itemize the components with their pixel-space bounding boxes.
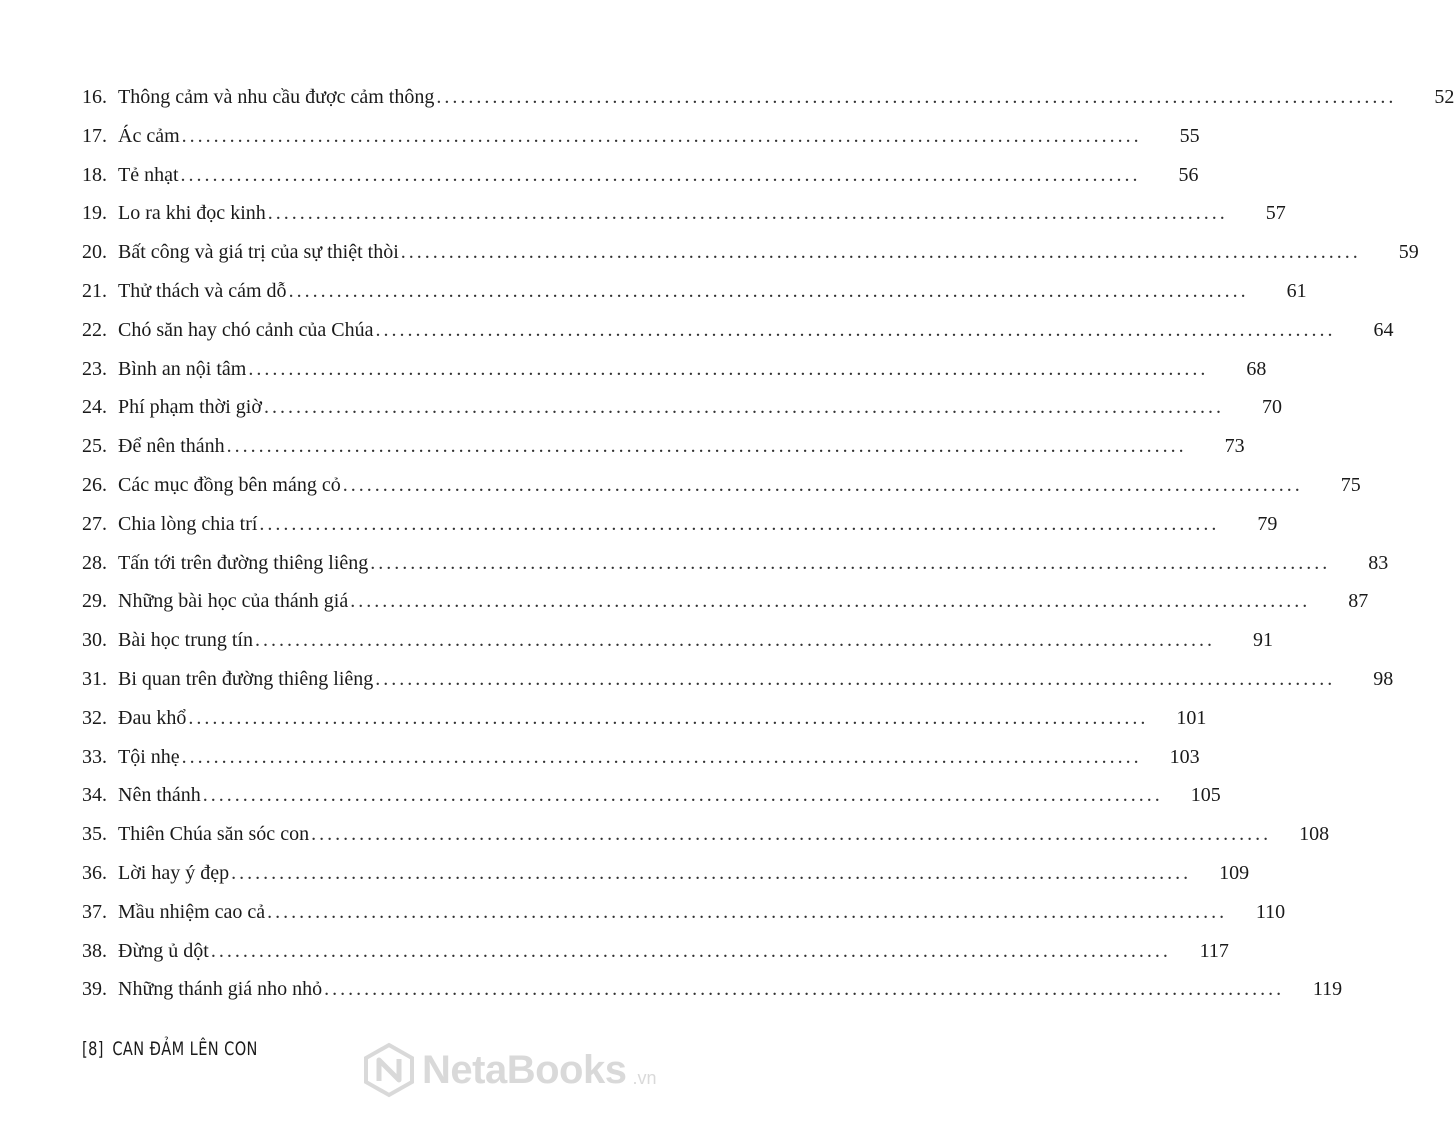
- toc-entry: [82, 505, 1278, 544]
- toc-entry-page: 109: [1219, 861, 1250, 884]
- dot-leader: ........................................................................................................................: [267, 202, 1228, 225]
- toc-entry-title: Thông cảm và nhu cầu được cảm thông: [118, 86, 435, 108]
- toc-entry: [82, 854, 1250, 893]
- dot-leader: ........................................................................................................................: [202, 784, 1163, 807]
- toc-entry-title: Chia lòng chia trí: [118, 512, 258, 535]
- toc-entry: [82, 350, 1267, 389]
- page-number-marker: [8]: [82, 1038, 104, 1060]
- toc-entry-number: 17.: [82, 124, 107, 147]
- toc-entry-page: 59: [1398, 241, 1419, 264]
- toc-entry-page: 61: [1286, 279, 1307, 302]
- toc-entry-number: 33.: [82, 745, 107, 768]
- toc-entry-page: 103: [1169, 745, 1200, 768]
- dot-leader: ........................................................................................................................: [210, 939, 1171, 962]
- toc-entry-title: Lời hay ý đẹp: [118, 861, 230, 884]
- toc-entry-number: 29.: [82, 590, 107, 613]
- toc-entry-title: Bi quan trên đường thiêng liêng: [118, 667, 374, 690]
- toc-entry: [82, 156, 1199, 195]
- toc-entry-title: Tấn tới trên đường thiêng liêng: [118, 551, 369, 574]
- dot-leader: ........................................................................................................................: [263, 396, 1224, 419]
- dot-leader: ........................................................................................................................: [259, 512, 1220, 535]
- toc-entry-page: 83: [1368, 551, 1389, 574]
- toc-entry-number: 34.: [82, 784, 107, 807]
- dot-leader: ........................................................................................................................: [375, 318, 1336, 341]
- toc-entry: [82, 970, 1343, 1009]
- dot-leader: ........................................................................................................................: [288, 279, 1249, 302]
- toc-entry: [82, 893, 1286, 932]
- dot-leader: ........................................................................................................................: [400, 241, 1361, 264]
- dot-leader: ........................................................................................................................: [181, 745, 1142, 768]
- running-book-title: CAN ĐẢM LÊN CON: [112, 1038, 258, 1060]
- toc-entry-page: 119: [1312, 978, 1343, 1001]
- toc-entry-page: 64: [1373, 318, 1394, 341]
- toc-entry-number: 28.: [82, 551, 107, 574]
- toc-entry-page: 117: [1199, 939, 1229, 962]
- toc-entry: [82, 544, 1389, 583]
- toc-entry-title: Để nên thánh: [118, 435, 225, 458]
- toc-entry-number: 24.: [82, 396, 107, 419]
- toc-entry-title: Bài học trung tín: [118, 629, 253, 652]
- toc-entry-number: 20.: [82, 241, 107, 264]
- toc-entry-page: 73: [1224, 435, 1245, 458]
- table-of-contents: [82, 78, 1454, 1009]
- toc-entry: [82, 621, 1273, 660]
- toc-entry-number: 30.: [82, 629, 107, 652]
- toc-entry: [82, 427, 1245, 466]
- toc-entry-page: 108: [1299, 823, 1330, 846]
- page-footer: [82, 1038, 258, 1060]
- toc-entry-title: Phí phạm thời giờ: [118, 396, 262, 419]
- toc-entry: [82, 738, 1200, 777]
- toc-entry-title: Đau khổ: [118, 706, 187, 729]
- dot-leader: ........................................................................................................................: [375, 667, 1336, 690]
- dot-leader: ........................................................................................................................: [180, 163, 1141, 186]
- toc-entry-number: 32.: [82, 706, 107, 729]
- toc-entry-number: 18.: [82, 163, 107, 186]
- toc-entry-page: 55: [1179, 124, 1200, 147]
- dot-leader: ........................................................................................................................: [188, 706, 1149, 729]
- watermark-suffix: .vn: [632, 1068, 657, 1088]
- toc-entry: [82, 776, 1221, 815]
- toc-entry: [82, 194, 1286, 233]
- toc-entry-title: Tội nhẹ: [118, 745, 180, 768]
- dot-leader: ........................................................................................................................: [370, 551, 1331, 574]
- watermark: [362, 1043, 656, 1097]
- toc-entry: [82, 117, 1200, 156]
- toc-entry-number: 38.: [82, 939, 107, 962]
- toc-entry-page: 70: [1261, 396, 1282, 419]
- toc-entry-title: Bình an nội tâm: [118, 357, 247, 380]
- toc-entry: [82, 699, 1207, 738]
- toc-entry-title: Đừng ủ dột: [118, 939, 209, 962]
- toc-entry-title: Những bài học của thánh giá: [118, 590, 349, 613]
- toc-entry-number: 31.: [82, 667, 107, 690]
- toc-entry-number: 39.: [82, 978, 107, 1001]
- toc-entry-number: 22.: [82, 318, 107, 341]
- toc-entry-page: 79: [1257, 512, 1278, 535]
- toc-entry-number: 27.: [82, 512, 107, 535]
- dot-leader: ........................................................................................................................: [248, 357, 1209, 380]
- toc-entry-title: Chó săn hay chó cảnh của Chúa: [118, 318, 374, 341]
- toc-entry-page: 56: [1178, 163, 1199, 186]
- watermark-brand: NetaBooks: [422, 1047, 627, 1092]
- netabooks-logo-icon: [362, 1043, 416, 1097]
- toc-entry-number: 35.: [82, 823, 107, 846]
- toc-entry: [82, 78, 1454, 117]
- dot-leader: ........................................................................................................................: [254, 629, 1215, 652]
- toc-entry-title: Những thánh giá nho nhỏ: [118, 978, 323, 1001]
- toc-entry-title: Thử thách và cám dỗ: [118, 279, 287, 302]
- toc-entry-page: 98: [1373, 667, 1394, 690]
- toc-entry-number: 21.: [82, 279, 107, 302]
- toc-entry-title: Lo ra khi đọc kinh: [118, 202, 266, 225]
- toc-entry-number: 25.: [82, 435, 107, 458]
- toc-entry-title: Nên thánh: [118, 784, 201, 807]
- toc-entry: [82, 388, 1282, 427]
- toc-entry-page: 110: [1255, 900, 1286, 923]
- dot-leader: ........................................................................................................................: [350, 590, 1311, 613]
- toc-entry-title: Thiên Chúa săn sóc con: [118, 823, 310, 846]
- dot-leader: ........................................................................................................................: [267, 900, 1228, 923]
- toc-entry: [82, 466, 1361, 505]
- dot-leader: ........................................................................................................................: [231, 861, 1192, 884]
- toc-entry-title: Mầu nhiệm cao cả: [118, 900, 266, 923]
- toc-entry-number: 19.: [82, 202, 107, 225]
- toc-entry-page: 57: [1265, 202, 1286, 225]
- toc-entry: [82, 233, 1419, 272]
- dot-leader: ........................................................................................................................: [181, 124, 1142, 147]
- toc-entry-number: 36.: [82, 861, 107, 884]
- dot-leader: ........................................................................................................................: [226, 435, 1187, 458]
- toc-entry-number: 23.: [82, 357, 107, 380]
- toc-entry-number: 16.: [82, 86, 107, 108]
- toc-entry-number: 26.: [82, 473, 107, 496]
- dot-leader: ........................................................................................................................: [324, 978, 1285, 1001]
- toc-entry-title: Ác cảm: [118, 124, 180, 147]
- toc-entry: [82, 932, 1229, 971]
- toc-entry-page: 105: [1190, 784, 1221, 807]
- toc-entry-page: 101: [1176, 706, 1207, 729]
- toc-entry: [82, 660, 1394, 699]
- toc-entry: [82, 815, 1330, 854]
- dot-leader: ........................................................................................................................: [311, 823, 1272, 846]
- toc-entry: [82, 272, 1307, 311]
- toc-entry-title: Bất công và giá trị của sự thiệt thòi: [118, 241, 399, 264]
- toc-entry-number: 37.: [82, 900, 107, 923]
- toc-entry-page: 75: [1340, 473, 1361, 496]
- dot-leader: ........................................................................................................................: [342, 473, 1303, 496]
- toc-entry-title: Các mục đồng bên máng cỏ: [118, 473, 341, 496]
- toc-entry-page: 91: [1252, 629, 1273, 652]
- toc-entry-page: 68: [1246, 357, 1267, 380]
- toc-entry: [82, 311, 1394, 350]
- toc-entry-page: 52: [1434, 86, 1454, 108]
- toc-entry-page: 87: [1348, 590, 1369, 613]
- toc-entry-title: Tẻ nhạt: [118, 163, 179, 186]
- toc-entry: [82, 582, 1369, 621]
- dot-leader: ........................................................................................................................: [436, 86, 1397, 108]
